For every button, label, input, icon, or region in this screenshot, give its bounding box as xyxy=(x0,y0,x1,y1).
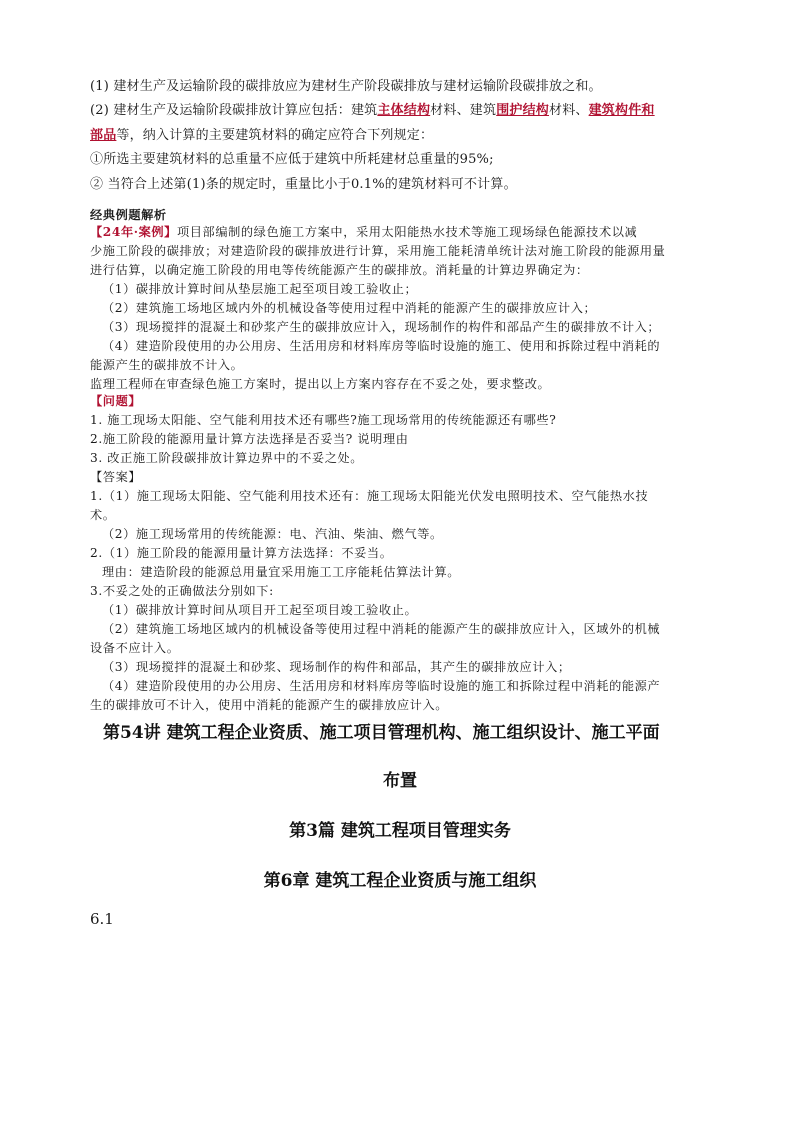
chapter-heading: 第6章 建筑工程企业资质与施工组织 xyxy=(263,871,537,891)
answer-3: 3.不妥之处的正确做法分别如下: xyxy=(90,584,274,598)
rule-line-1: (1) 建材生产及运输阶段的碳排放应为建材生产阶段碳排放与建材运输阶段碳排放之和。 xyxy=(90,79,602,94)
boundary-4b: 能源产生的碳排放不计入。 xyxy=(90,358,244,372)
answer-2b: 理由：建造阶段的能源总用量宜采用施工工序能耗估算法计算。 xyxy=(102,565,461,579)
rule-line-3: 部品等，纳入计算的主要建筑材料的确定应符合下列规定： xyxy=(90,128,434,143)
correction-4b: 生的碳排放可不计入，使用中消耗的能源产生的碳排放应计入。 xyxy=(90,698,449,712)
highlight-main-structure[interactable]: 主体结构 xyxy=(377,103,431,118)
question-1: 1. 施工现场太阳能、空气能利用技术还有哪些?施工现场常用的传统能源还有哪些? xyxy=(90,413,557,427)
answer-1b: 术。 xyxy=(90,508,116,522)
correction-2a: （2）建筑施工场地区域内的机械设备等使用过程中消耗的能源产生的碳排放应计入，区域外的机械 xyxy=(102,622,661,636)
question-2: 2.施工阶段的能源用量计算方法选择是否妥当? 说明理由 xyxy=(90,432,409,446)
question-tag: 【问题】 xyxy=(90,394,142,408)
correction-1: （1）碳排放计算时间从项目开工起至项目竣工验收止。 xyxy=(102,603,418,617)
answer-1c: （2）施工现场常用的传统能源：电、汽油、柴油、燃气等。 xyxy=(102,527,443,541)
lecture-heading-cont: 布置 xyxy=(383,771,417,791)
part-heading: 第3篇 建筑工程项目管理实务 xyxy=(289,821,511,841)
lecture-heading: 第54讲 建筑工程企业资质、施工项目管理机构、施工组织设计、施工平面 xyxy=(103,723,660,743)
example-title: 经典例题解析 xyxy=(90,208,167,222)
example-intro-2: 少施工阶段的碳排放；对建造阶段的碳排放进行计算，采用施工能耗清单统计法对施工阶段的能源用量 xyxy=(90,244,666,258)
highlight-parts[interactable]: 部品 xyxy=(90,128,117,143)
question-3: 3. 改正施工阶段碳排放计算边界中的不妥之处。 xyxy=(90,451,364,465)
example-intro-3: 进行估算，以确定施工阶段的用电等传统能源产生的碳排放。消耗量的计算边界确定为： xyxy=(90,263,589,277)
boundary-2: （2）建筑施工场地区域内外的机械设备等使用过程中消耗的能源产生的碳排放应计入； xyxy=(102,301,597,315)
answer-2a: 2.（1）施工阶段的能源用量计算方法选择：不妥当。 xyxy=(90,546,393,560)
answer-1a: 1.（1）施工现场太阳能、空气能利用技术还有：施工现场太阳能光伏发电照明技术、空气能热水技 xyxy=(90,489,649,503)
boundary-1: （1）碳排放计算时间从垫层施工起至项目竣工验收止； xyxy=(102,282,418,296)
answer-tag: 【答案】 xyxy=(90,470,142,484)
section-number: 6.1 xyxy=(90,910,114,928)
supervisor-note: 监理工程师在审查绿色施工方案时，提出以上方案内容存在不妥之处，要求整改。 xyxy=(90,377,551,391)
rule-line-2: (2) 建材生产及运输阶段碳排放计算应包括：建筑主体结构材料、建筑围护结构材料、建筑构件和 xyxy=(90,103,655,118)
highlight-components[interactable]: 建筑构件和 xyxy=(588,103,655,118)
correction-4a: （4）建造阶段使用的办公用房、生活用房和材料库房等临时设施的施工和拆除过程中消耗的能源产 xyxy=(102,679,661,693)
example-intro-1: 【24年·案例】项目部编制的绿色施工方案中，采用太阳能热水技术等施工现场绿色能源技术以减 xyxy=(90,225,638,239)
boundary-3: （3）现场搅拌的混凝土和砂浆产生的碳排放应计入，现场制作的构件和部品产生的碳排放不计入； xyxy=(102,320,661,334)
boundary-4a: （4）建造阶段使用的办公用房、生活用房和材料库房等临时设施的施工、使用和拆除过程中消耗的 xyxy=(102,339,661,353)
case-tag: 【24年·案例】 xyxy=(90,225,177,239)
rule-line-4: ①所选主要建筑材料的总重量不应低于建筑中所耗建材总重量的95%; xyxy=(90,152,494,167)
highlight-envelope-structure[interactable]: 围护结构 xyxy=(496,103,549,118)
rule-line-5: ② 当符合上述第(1)条的规定时，重量比小于0.1%的建筑材料可不计算。 xyxy=(90,177,517,192)
correction-2b: 设备不应计入。 xyxy=(90,641,180,655)
correction-3: （3）现场搅拌的混凝土和砂浆、现场制作的构件和部品，其产生的碳排放应计入； xyxy=(102,660,571,674)
